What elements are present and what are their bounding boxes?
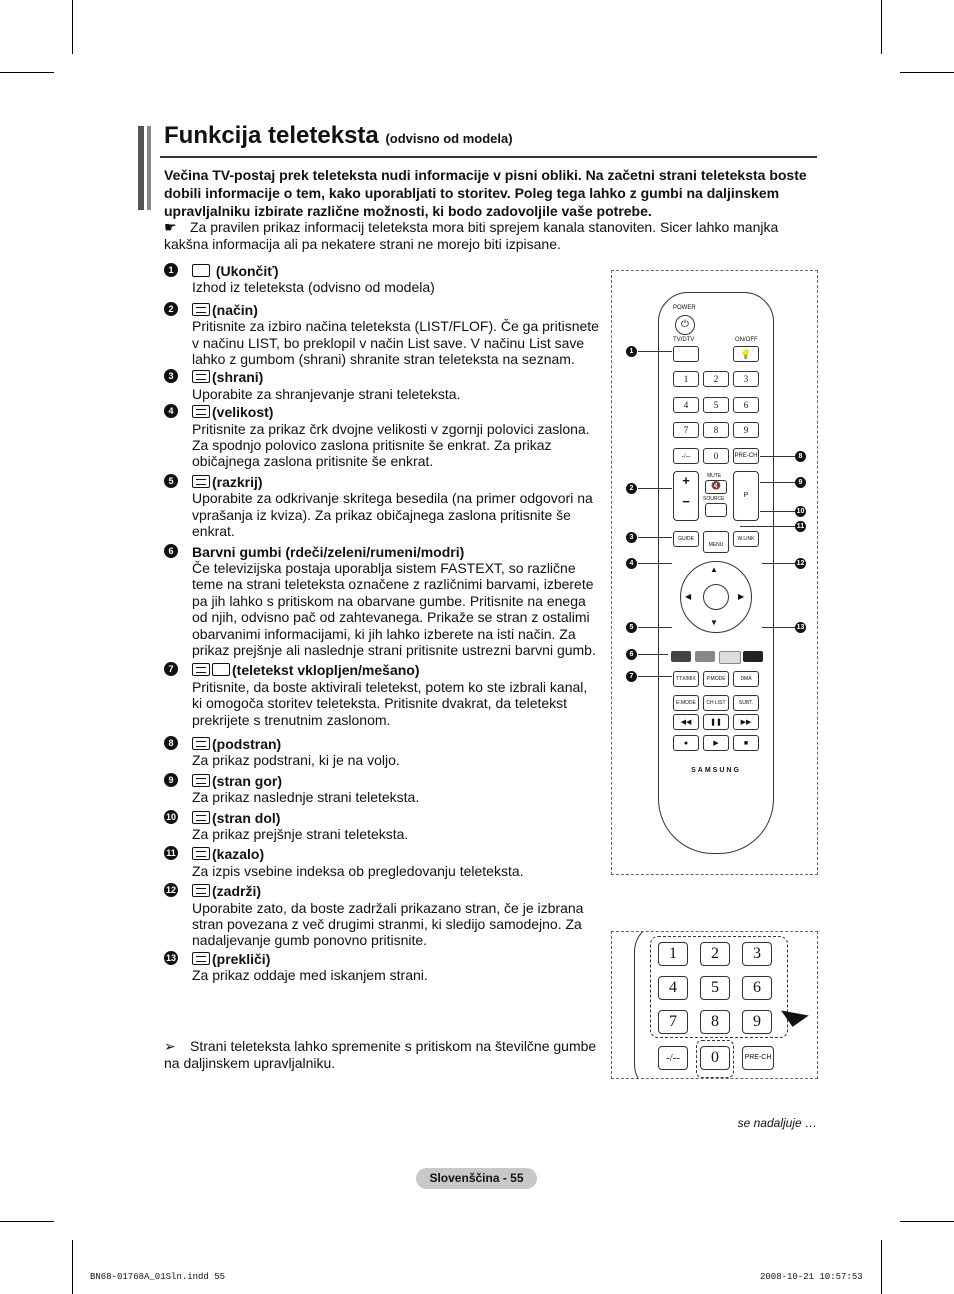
reveal-icon: [192, 475, 210, 488]
source-label: SOURCE: [703, 496, 725, 502]
play-button: ▶: [703, 735, 729, 751]
pointer-arrow-icon: ◣: [776, 993, 811, 1030]
onoff-label: ON/OFF: [735, 337, 758, 343]
item-number: 6: [164, 544, 178, 558]
item-number: 7: [164, 662, 178, 676]
onoff-button: 💡: [733, 346, 759, 362]
digit-button: 9: [733, 422, 759, 438]
list-item: 10 (stran dol) Za prikaz prejšnje strani teleteksta.: [165, 809, 409, 842]
title-note: (odvisno od modela): [385, 131, 513, 146]
power-label: POWER: [673, 305, 696, 311]
subt-button: SUBT.: [733, 695, 759, 711]
plus-icon: +: [682, 473, 690, 488]
list-item: 3 (shrani) Uporabite za shranjevanje strani teleteksta.: [164, 369, 600, 402]
callout-2: 2: [626, 483, 637, 494]
tvdtv-button: [673, 346, 699, 362]
digit-button: 3: [742, 942, 772, 966]
callout-12: 12: [796, 560, 805, 567]
digit-button: 1: [673, 371, 699, 387]
record-button: ●: [673, 735, 699, 751]
teletext-mix-icon: [212, 663, 230, 676]
arrow-icon: ➢: [164, 1038, 176, 1054]
print-slug-date: 2008-10-21 10:57:53: [760, 1272, 863, 1282]
menu-button: MENU: [703, 531, 729, 553]
crop-mark: [881, 1240, 882, 1294]
callout-line: [762, 627, 795, 628]
page-title: Funkcija teleteksta (odvisno od modela): [164, 122, 513, 149]
callout-line: [638, 351, 672, 352]
pause-button: ❚❚: [703, 714, 729, 730]
digit-button: 0: [703, 448, 729, 464]
callout-7: 7: [626, 671, 637, 682]
keypad-closeup-frame: [611, 931, 818, 1079]
color-buttons: [671, 651, 761, 663]
callout-line: [638, 537, 672, 538]
list-item: 2 (način) Pritisnite za izbiro načina teleteksta (LIST/FLOF). Če ga pritisnete v načinu LIST, bo preklopil v način List save. V načinu List save lahko z gumbom (shrani) shranite stran teleteksta na seznam.: [164, 302, 600, 368]
callout-line: [740, 526, 795, 527]
digit-button: 0: [700, 1046, 730, 1070]
exit-icon: [192, 264, 210, 277]
green-button: [695, 651, 715, 662]
callout-5: 5: [626, 622, 637, 633]
crop-mark: [0, 72, 54, 73]
mute-icon: 🔇: [705, 480, 727, 494]
crop-mark: [0, 1221, 54, 1222]
cancel-icon: [192, 952, 210, 965]
title-accent-bar: [138, 126, 144, 210]
callout-line: [760, 511, 795, 512]
callout-10: 10: [796, 508, 805, 515]
item-number: 4: [164, 404, 178, 418]
continues-note: se nadaljuje …: [737, 1116, 817, 1130]
list-item: 6 Barvni gumbi (rdeči/zeleni/rumeni/modri) Če televizijska postaja uporablja sistem FASTEXT, so različne teme na strani teleteksta označene z različnimi barvami, izberete pa jih lahko s pritiskom na obarvane gumbe. Pritisnite na enega od njih, odvisno pač od zahtevanega. Prikaže se stran z ostalimi obarvanimi informacijami, ki jih lahko izberete na isti način. Za prikaz prejšnje ali naslednje strani pritisnite ustrezni barvni gumb.: [164, 544, 600, 659]
digit-button: 3: [733, 371, 759, 387]
callout-line: [762, 563, 795, 564]
callout-8: 8: [795, 451, 806, 462]
intro-paragraph: Večina TV-postaj prek teleteksta nudi informacije v pisni obliki. Na začetni strani teleteksta boste dobili informacije o tem, kako uporabljati to storitev. Poleg tega lahko z gumbi na daljinskem upravljalniku izbirate različne možnosti, ki bodo zadovoljile vaše potrebe.: [164, 167, 807, 219]
list-item: 9 (stran gor) Za prikaz naslednje strani teleteksta.: [164, 773, 600, 806]
remote-control-drawing: [658, 292, 774, 854]
item-number: 2: [164, 302, 178, 316]
source-button: [705, 503, 727, 517]
callout-4: 4: [626, 558, 637, 569]
callout-line: [638, 488, 672, 489]
title-rule: [160, 156, 817, 158]
callout-13: 13: [796, 624, 805, 631]
yellow-button: [719, 651, 741, 664]
arrow-left-icon: ◀: [685, 592, 692, 601]
brand-logo: SAMSUNG: [691, 767, 741, 774]
sub-page-icon: [192, 737, 210, 750]
list-item: 5 (razkrij) Uporabite za odkrivanje skritega besedila (na primer odgovori na vprašanja iz kviza). Za prikaz običajnega zaslona pritisnite še enkrat.: [164, 474, 600, 540]
callout-line: [638, 676, 672, 677]
tvdtv-label: TV/DTV: [673, 337, 695, 343]
prech-button: PRE-CH: [733, 448, 759, 464]
page-up-icon: [192, 774, 210, 787]
item-list: [164, 263, 600, 986]
pointing-hand-icon: ☛: [164, 219, 177, 235]
chlist-button: CH LIST: [703, 695, 729, 711]
mute-label: MUTE: [707, 473, 722, 479]
digit-button: 2: [700, 942, 730, 966]
print-slug-file: BN68-01768A_01Sln.indd 55: [90, 1272, 226, 1282]
page-number-badge: Slovenščina - 55: [416, 1168, 537, 1189]
arrow-right-icon: ▶: [738, 592, 745, 601]
callout-line: [638, 654, 668, 655]
callout-line: [638, 563, 672, 564]
callout-9: 9: [795, 477, 806, 488]
size-icon: [192, 405, 210, 418]
rewind-button: ◀◀: [673, 714, 699, 730]
crop-mark: [72, 1240, 73, 1294]
digit-button: 5: [700, 976, 730, 1000]
index-icon: [192, 847, 210, 860]
dash-button: -/--: [658, 1046, 688, 1070]
crop-mark: [72, 0, 73, 54]
tip-paragraph: ➢ Strani teleteksta lahko spremenite s pritiskom na številčne gumbe na daljinskem upravljalniku.: [164, 1038, 597, 1071]
page-down-icon: [192, 811, 210, 824]
store-icon: [192, 370, 210, 383]
hold-icon: [192, 884, 210, 897]
arrow-down-icon: ▼: [710, 618, 718, 627]
note-paragraph: ☛ Za pravilen prikaz informacij teleteksta mora biti sprejem kanala stanoviten. Sicer lahko manjka kakšna informacija ali pa nekatere strani ne morejo biti izpisane.: [164, 219, 779, 252]
navigation-ring: [680, 561, 752, 633]
enter-button: [703, 584, 729, 610]
callout-1: 1: [626, 346, 637, 357]
callout-3: 3: [626, 532, 637, 543]
wlink-button: W.LINK: [733, 531, 759, 547]
digit-button: 6: [733, 397, 759, 413]
emode-button: E.MODE: [673, 695, 699, 711]
digit-button: 7: [658, 1010, 688, 1034]
prech-button: PRE-CH: [742, 1046, 774, 1070]
crop-mark: [900, 72, 954, 73]
callout-line: [638, 627, 672, 628]
digit-button: 7: [673, 422, 699, 438]
minus-icon: −: [682, 494, 690, 509]
item-number: 3: [164, 369, 178, 383]
guide-button: GUIDE: [673, 531, 699, 547]
blue-button: [743, 651, 763, 662]
crop-mark: [881, 0, 882, 54]
digit-button: 8: [700, 1010, 730, 1034]
list-item: 7 (teletekst vklopljen/mešano) Pritisnite, da boste aktivirali teletekst, potem ko ste izbrali kanal, ki omogoča storitev teleteksta. Pritisnite dvakrat, da teletekst prekrijete s trenutnim zaslonom.: [164, 662, 600, 728]
item-number: 1: [164, 263, 178, 277]
item-number: 5: [164, 474, 178, 488]
item-number: 11: [164, 846, 178, 860]
list-item: 12 (zadrži) Uporabite zato, da boste zadržali prikazano stran, če je izbrana stran povezana z več drugimi stranmi, ki sledijo samodejno. Za nadaljevanje gumb ponovno pritisnite.: [165, 883, 584, 949]
callout-line: [760, 456, 795, 457]
digit-button: 1: [658, 942, 688, 966]
list-item: 8 (podstran) Za prikaz podstrani, ki je na voljo.: [164, 736, 600, 769]
item-number: 8: [164, 736, 178, 750]
mode-icon: [192, 303, 210, 316]
item-number: 10: [165, 811, 176, 822]
digit-button: 4: [673, 397, 699, 413]
digit-button: 9: [742, 1010, 772, 1034]
digit-button: 5: [703, 397, 729, 413]
list-item: 13 (prekliči) Za prikaz oddaje med iskanjem strani.: [165, 950, 428, 984]
digit-button: 2: [703, 371, 729, 387]
power-icon: ⏻: [675, 315, 695, 335]
callout-11: 11: [796, 523, 805, 530]
list-item: 11 (kazalo) Za izpis vsebine indeksa ob pregledovanju teleteksta.: [164, 846, 600, 879]
digit-button: 4: [658, 976, 688, 1000]
red-button: [671, 651, 691, 662]
item-number: 13: [165, 952, 176, 963]
pmode-button: P.MODE: [703, 671, 729, 687]
channel-rocker: P: [733, 471, 759, 521]
volume-rocker: [673, 471, 699, 521]
list-item: 1 (Ukončiť) Izhod iz teleteksta (odvisno od modela): [164, 263, 600, 296]
fastforward-button: ▶▶: [733, 714, 759, 730]
dash-button: -/--: [673, 448, 699, 464]
ttx-mix-button: TTX/MIX: [673, 671, 699, 687]
item-number: 12: [165, 885, 176, 896]
callout-6: 6: [626, 649, 637, 660]
teletext-on-icon: [192, 663, 210, 676]
stop-button: ■: [733, 735, 759, 751]
digit-button: 8: [703, 422, 729, 438]
digit-button: 6: [742, 976, 772, 1000]
dma-button: DMA: [733, 671, 759, 687]
item-number: 9: [164, 773, 178, 787]
callout-line: [760, 482, 795, 483]
list-item: 4 (velikost) Pritisnite za prikaz črk dvojne velikosti v zgornji polovici zaslona. Za spodnjo polovico zaslona pritisnite še enkrat. Za prikaz običajnega zaslona pritisnite še enkrat.: [164, 404, 600, 470]
arrow-up-icon: ▲: [710, 565, 718, 574]
title-accent-bar: [147, 126, 151, 210]
crop-mark: [900, 1221, 954, 1222]
